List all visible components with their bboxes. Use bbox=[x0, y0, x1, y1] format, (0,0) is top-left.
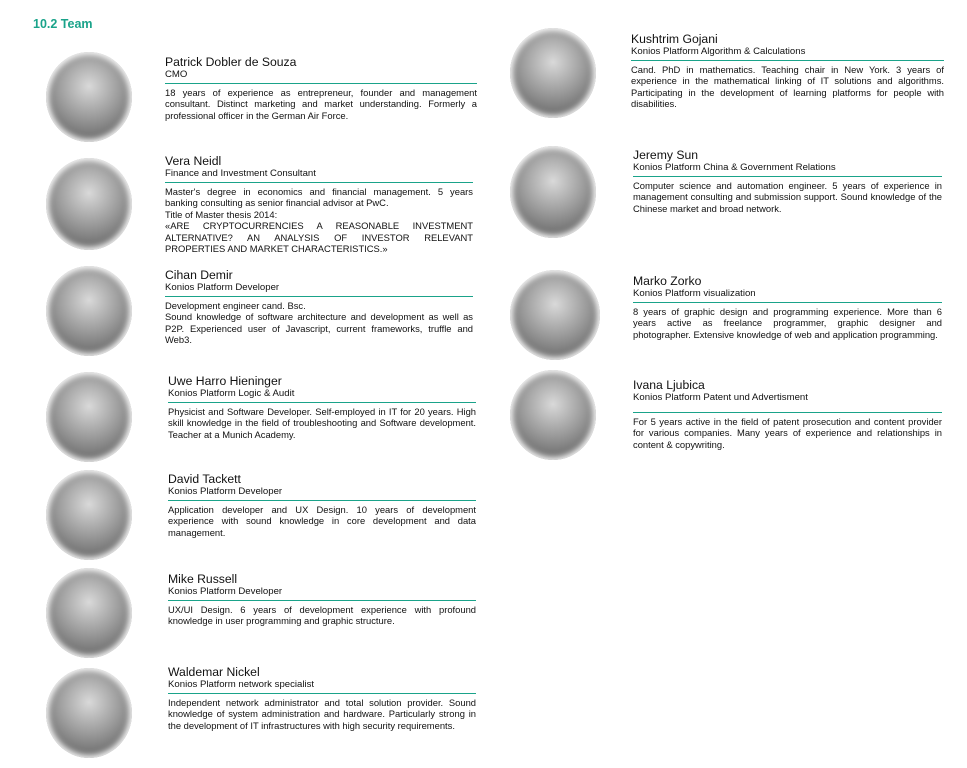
member-bio: Cand. PhD in mathematics. Teaching chair in New York. 3 years of experience in the mathematical linking of IT solutions and algorithms. Participating in the development of learning platforms for people with disabilities. bbox=[631, 64, 944, 110]
divider bbox=[165, 182, 473, 183]
member-role: Konios Platform China & Government Relations bbox=[633, 162, 836, 173]
member-name: Mike Russell bbox=[168, 572, 238, 586]
member-role: Konios Platform network specialist bbox=[168, 679, 315, 690]
portrait-photo bbox=[46, 668, 132, 758]
member-name: Jeremy Sun bbox=[633, 148, 699, 162]
member-role: Konios Platform Developer bbox=[165, 282, 280, 293]
divider bbox=[633, 302, 942, 303]
divider bbox=[165, 296, 473, 297]
portrait-photo bbox=[510, 370, 596, 460]
member-role: Finance and Investment Consultant bbox=[165, 168, 316, 179]
member-role: Konios Platform Patent und Advertisment bbox=[633, 392, 808, 403]
portrait-photo bbox=[46, 470, 132, 560]
member-name: Marko Zorko bbox=[633, 274, 702, 288]
member-name: Uwe Harro Hieninger bbox=[168, 374, 282, 388]
divider bbox=[168, 600, 476, 601]
portrait-photo bbox=[46, 158, 132, 250]
divider bbox=[168, 402, 476, 403]
member-bio: For 5 years active in the field of patent prosecution and content provider for various companies. Many years of experience and relationships in content & copywriting. bbox=[633, 416, 942, 450]
portrait-photo bbox=[46, 52, 132, 142]
member-role: Konios Platform Developer bbox=[168, 486, 283, 497]
member-bio: Master's degree in economics and financial management. 5 years banking consulting as senior financial advisor at PwC. Title of Master thesis 2014: «ARE CRYPTOCURRENCIES A REASONABLE INVESTMENT ALTERNATIVE? AN ANALYSIS OF INVESTOR RELEVANT PROPERTIES AND MARKET CHARACTERISTICS.» bbox=[165, 186, 473, 255]
member-name: Vera Neidl bbox=[165, 154, 222, 168]
portrait-photo bbox=[510, 28, 596, 118]
divider bbox=[168, 693, 476, 694]
member-bio: Development engineer cand. Bsc. Sound knowledge of software architecture and development as well as P2P. Experienced user of Javascript, current frameworks, truffle and Web3. bbox=[165, 300, 473, 346]
member-bio: Physicist and Software Developer. Self-employed in IT for 20 years. High skill knowledge in the field of troubleshooting and Software development. Teacher at a Munich Academy. bbox=[168, 406, 476, 440]
divider bbox=[633, 412, 942, 413]
member-bio: Application developer and UX Design. 10 years of development experience with sound knowledge in core development and data management. bbox=[168, 504, 476, 538]
member-name: Patrick Dobler de Souza bbox=[165, 55, 297, 69]
member-role: Konios Platform Logic & Audit bbox=[168, 388, 295, 399]
divider bbox=[165, 83, 477, 84]
member-bio: Computer science and automation engineer. 5 years of experience in management consulting and submission support. Sound knowledge of the Chinese market and broad network. bbox=[633, 180, 942, 214]
member-bio: UX/UI Design. 6 years of development experience with profound knowledge in user programming and graphic structure. bbox=[168, 604, 476, 627]
member-bio: Independent network administrator and total solution provider. Sound knowledge of system administration and hardware. Particularly strong in the development of IT infrastructures with high security requirements. bbox=[168, 697, 476, 731]
member-name: Cihan Demir bbox=[165, 268, 233, 282]
member-role: Konios Platform Developer bbox=[168, 586, 283, 597]
member-bio: 8 years of graphic design and programming experience. More than 6 years active as freelance programmer, graphic designer and photographer. Extensive knowledge of web and application programming. bbox=[633, 306, 942, 340]
portrait-photo bbox=[46, 568, 132, 658]
portrait-photo bbox=[510, 270, 600, 360]
member-name: Ivana Ljubica bbox=[633, 378, 705, 392]
divider bbox=[168, 500, 476, 501]
portrait-photo bbox=[46, 372, 132, 462]
portrait-photo bbox=[46, 266, 132, 356]
portrait-photo bbox=[510, 146, 596, 238]
section-title: 10.2 Team bbox=[33, 17, 93, 31]
member-name: Kushtrim Gojani bbox=[631, 32, 718, 46]
divider bbox=[633, 176, 942, 177]
member-bio: 18 years of experience as entrepreneur, founder and management consultant. Distinct marketing and market understanding. Formerly a professional officer in the German Air Force. bbox=[165, 87, 477, 121]
divider bbox=[631, 60, 944, 61]
member-role: CMO bbox=[165, 69, 188, 80]
member-role: Konios Platform Algorithm & Calculations bbox=[631, 46, 806, 57]
member-name: David Tackett bbox=[168, 472, 241, 486]
member-role: Konios Platform visualization bbox=[633, 288, 756, 299]
member-name: Waldemar Nickel bbox=[168, 665, 260, 679]
